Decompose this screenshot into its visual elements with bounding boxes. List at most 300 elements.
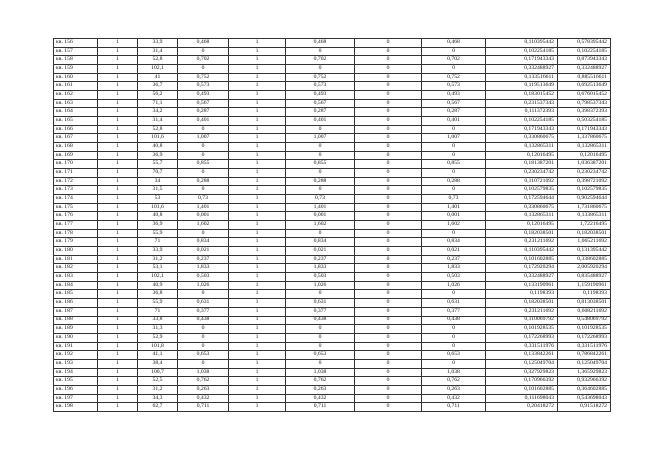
table-cell: 1 bbox=[229, 82, 286, 91]
table-cell: 1 bbox=[229, 177, 286, 186]
table-cell: 1 bbox=[229, 359, 286, 368]
table-cell: 1 bbox=[229, 247, 286, 256]
table-cell: 1 bbox=[98, 290, 138, 299]
table-cell: 0,503 bbox=[286, 273, 355, 282]
table-cell: 0,172268993 bbox=[486, 333, 558, 342]
table-row bbox=[54, 169, 611, 178]
table-cell: кв. 169 bbox=[54, 151, 98, 160]
table-cell: 0,702 bbox=[178, 56, 229, 65]
table-cell: 1,036387201 bbox=[558, 160, 611, 169]
table-cell: 0,432 bbox=[286, 394, 355, 403]
table-cell: 1 bbox=[229, 65, 286, 74]
table-cell: 0 bbox=[355, 195, 422, 204]
table-cell: кв. 180 bbox=[54, 247, 98, 256]
table-cell: 0 bbox=[355, 290, 422, 299]
table-cell: 0,133516611 bbox=[486, 73, 558, 82]
table-cell: 0,653 bbox=[178, 351, 229, 360]
table-cell: 1,833 bbox=[178, 264, 229, 273]
table-row bbox=[54, 65, 611, 74]
table-cell: 0 bbox=[355, 143, 422, 152]
table-cell: 1 bbox=[229, 99, 286, 108]
table-cell: 0,001 bbox=[286, 212, 355, 221]
table-cell: 0 bbox=[286, 186, 355, 195]
table-cell: 0,021 bbox=[286, 247, 355, 256]
table-cell: 0,503 bbox=[422, 273, 486, 282]
table-cell: 1 bbox=[98, 56, 138, 65]
table-cell: кв. 181 bbox=[54, 255, 98, 264]
table-cell: 0,132865311 bbox=[486, 212, 558, 221]
table-cell: кв. 171 bbox=[54, 169, 98, 178]
table-cell: 1 bbox=[98, 325, 138, 334]
table-cell: кв. 194 bbox=[54, 368, 98, 377]
table-row bbox=[54, 247, 611, 256]
table-cell: 1 bbox=[229, 281, 286, 290]
table-cell: 36,9 bbox=[138, 151, 178, 160]
table-cell: 0,132865311 bbox=[558, 143, 611, 152]
table-cell: 0,131395442 bbox=[558, 247, 611, 256]
table-cell: 1 bbox=[98, 264, 138, 273]
table-cell: 1,337860675 bbox=[558, 134, 611, 143]
table-cell: 0,578395442 bbox=[558, 39, 611, 48]
table-cell: 0,332488927 bbox=[486, 65, 558, 74]
table-cell: 0 bbox=[355, 56, 422, 65]
table-cell: 0 bbox=[355, 299, 422, 308]
table-cell: 1,833 bbox=[286, 264, 355, 273]
table-cell: 52,8 bbox=[138, 125, 178, 134]
table-row bbox=[54, 91, 611, 100]
table-row bbox=[54, 203, 611, 212]
table-cell: 1 bbox=[229, 368, 286, 377]
table-row bbox=[54, 368, 611, 377]
table-cell: 1 bbox=[229, 203, 286, 212]
table-cell: 31,5 bbox=[138, 186, 178, 195]
table-row bbox=[54, 299, 611, 308]
table-cell: 0 bbox=[422, 359, 486, 368]
table-row bbox=[54, 333, 611, 342]
table-cell: 40,8 bbox=[138, 143, 178, 152]
table-cell: 0 bbox=[355, 221, 422, 230]
table-cell: 0 bbox=[286, 359, 355, 368]
table-cell: 0 bbox=[355, 359, 422, 368]
table-cell: 0,377 bbox=[178, 307, 229, 316]
table-row bbox=[54, 117, 611, 126]
table-cell: 0,101602885 bbox=[486, 385, 558, 394]
table-cell: 0 bbox=[355, 247, 422, 256]
table-cell: 0 bbox=[355, 307, 422, 316]
table-cell: 0 bbox=[355, 134, 422, 143]
table-cell: 0 bbox=[355, 264, 422, 273]
table-cell: 0,133865311 bbox=[558, 212, 611, 221]
table-cell: кв. 184 bbox=[54, 281, 98, 290]
table-row bbox=[54, 255, 611, 264]
table-cell: 0 bbox=[422, 65, 486, 74]
table-row bbox=[54, 47, 611, 56]
table-cell: 0,711 bbox=[422, 403, 486, 412]
table-cell: 0,263 bbox=[286, 385, 355, 394]
table-cell: 0 bbox=[355, 108, 422, 117]
table-cell: 0,338602885 bbox=[558, 255, 611, 264]
table-cell: 1 bbox=[98, 333, 138, 342]
table-cell: 0,287 bbox=[178, 108, 229, 117]
table-cell: 1 bbox=[229, 325, 286, 334]
table-cell: 0,762 bbox=[286, 377, 355, 386]
table-cell: 0,834 bbox=[178, 238, 229, 247]
table-cell: 0,102254185 bbox=[558, 47, 611, 56]
table-cell: 0,401 bbox=[422, 117, 486, 126]
table-cell: 0,021 bbox=[178, 247, 229, 256]
table-cell: кв. 172 bbox=[54, 177, 98, 186]
table-cell: 1 bbox=[229, 342, 286, 351]
table-cell: 52,9 bbox=[138, 333, 178, 342]
table-cell: 0 bbox=[286, 143, 355, 152]
table-cell: 0 bbox=[286, 229, 355, 238]
table-cell: 1 bbox=[229, 238, 286, 247]
table-cell: 0 bbox=[355, 368, 422, 377]
table-cell: 0,398721092 bbox=[558, 177, 611, 186]
table-cell: 1 bbox=[98, 99, 138, 108]
table-cell: 1 bbox=[98, 151, 138, 160]
spreadsheet-page bbox=[53, 38, 610, 412]
table-cell: 55,9 bbox=[138, 229, 178, 238]
table-cell: 0,573 bbox=[178, 82, 229, 91]
table-cell: 0,237 bbox=[178, 255, 229, 264]
table-cell: 1,602 bbox=[422, 221, 486, 230]
table-cell: 1 bbox=[229, 160, 286, 169]
table-cell: кв. 178 bbox=[54, 229, 98, 238]
table-cell: 0,101928535 bbox=[558, 325, 611, 334]
table-cell: 55,7 bbox=[138, 160, 178, 169]
table-cell: 0,73 bbox=[178, 195, 229, 204]
table-cell: 1 bbox=[229, 264, 286, 273]
table-cell: 0,398372393 bbox=[558, 108, 611, 117]
table-cell: 0,288 bbox=[422, 177, 486, 186]
table-cell: 0,102579835 bbox=[558, 186, 611, 195]
table-cell: 0,263 bbox=[178, 385, 229, 394]
table-cell: 0,110721092 bbox=[486, 177, 558, 186]
table-cell: кв. 198 bbox=[54, 403, 98, 412]
table-cell: кв. 168 bbox=[54, 143, 98, 152]
table-cell: 0,110395442 bbox=[486, 39, 558, 48]
table-cell: 0,567 bbox=[178, 99, 229, 108]
table-cell: 0 bbox=[286, 342, 355, 351]
table-cell: 36,8 bbox=[138, 290, 178, 299]
table-cell: 0 bbox=[355, 316, 422, 325]
table-cell: 0,231537343 bbox=[486, 99, 558, 108]
table-cell: 0,548069792 bbox=[558, 316, 611, 325]
table-cell: 38,4 bbox=[138, 359, 178, 368]
table-cell: кв. 159 bbox=[54, 65, 98, 74]
table-cell: 0 bbox=[178, 143, 229, 152]
table-cell: 0 bbox=[355, 255, 422, 264]
table-cell: 101,6 bbox=[138, 134, 178, 143]
table-row bbox=[54, 351, 611, 360]
table-cell: 52,8 bbox=[138, 56, 178, 65]
table-cell: 0 bbox=[178, 359, 229, 368]
table-row bbox=[54, 316, 611, 325]
table-cell: 1 bbox=[229, 273, 286, 282]
table-row bbox=[54, 56, 611, 65]
table-cell: 1 bbox=[229, 134, 286, 143]
table-cell: 0 bbox=[286, 290, 355, 299]
table-cell: 0,183015452 bbox=[486, 91, 558, 100]
table-row bbox=[54, 325, 611, 334]
table-cell: 1 bbox=[229, 333, 286, 342]
table-cell: 1 bbox=[98, 47, 138, 56]
table-row bbox=[54, 195, 611, 204]
table-cell: 101,6 bbox=[138, 203, 178, 212]
table-cell: 0 bbox=[355, 238, 422, 247]
table-cell: 0,608211692 bbox=[558, 307, 611, 316]
table-cell: 1 bbox=[98, 195, 138, 204]
table-cell: кв. 175 bbox=[54, 203, 98, 212]
table-cell: 1,038 bbox=[286, 368, 355, 377]
table-cell: 1 bbox=[229, 221, 286, 230]
table-cell: кв. 182 bbox=[54, 264, 98, 273]
table-cell: 1,365929823 bbox=[558, 368, 611, 377]
table-cell: кв. 170 bbox=[54, 160, 98, 169]
table-cell: кв. 156 bbox=[54, 39, 98, 48]
table-cell: 1 bbox=[98, 82, 138, 91]
table-cell: 0 bbox=[422, 186, 486, 195]
table-row bbox=[54, 264, 611, 273]
table-cell: 1 bbox=[229, 212, 286, 221]
table-cell: 31,3 bbox=[138, 325, 178, 334]
table-cell: 0,855 bbox=[286, 160, 355, 169]
table-cell: 0,171943343 bbox=[486, 125, 558, 134]
table-cell: кв. 162 bbox=[54, 91, 98, 100]
table-cell: 71 bbox=[138, 238, 178, 247]
table-cell: 0,631 bbox=[178, 299, 229, 308]
table-cell: 0,021 bbox=[422, 247, 486, 256]
table-cell: 0,834 bbox=[286, 238, 355, 247]
table-cell: 0,102254185 bbox=[486, 47, 558, 56]
table-cell: 0 bbox=[355, 403, 422, 412]
table-cell: 0,438 bbox=[178, 316, 229, 325]
table-cell: 0,102254185 bbox=[486, 117, 558, 126]
table-cell: 1 bbox=[229, 403, 286, 412]
table-cell: 0 bbox=[355, 151, 422, 160]
table-cell: 0,902594644 bbox=[558, 195, 611, 204]
table-cell: 0 bbox=[355, 47, 422, 56]
table-cell: 0,567 bbox=[286, 99, 355, 108]
table-cell: кв. 189 bbox=[54, 325, 98, 334]
table-cell: 0,12016495 bbox=[486, 221, 558, 230]
table-cell: 1,731860675 bbox=[558, 203, 611, 212]
table-cell: кв. 193 bbox=[54, 359, 98, 368]
table-cell: 0 bbox=[355, 394, 422, 403]
table-cell: 0,331511976 bbox=[558, 342, 611, 351]
table-cell: кв. 192 bbox=[54, 351, 98, 360]
table-row bbox=[54, 307, 611, 316]
table-cell: 2,005920294 bbox=[558, 264, 611, 273]
table-cell: 1 bbox=[98, 255, 138, 264]
table-cell: 0 bbox=[355, 342, 422, 351]
table-cell: 1 bbox=[229, 73, 286, 82]
table-cell: 0,711 bbox=[178, 403, 229, 412]
table-cell: 0 bbox=[422, 333, 486, 342]
table-cell: 0,231211692 bbox=[486, 307, 558, 316]
table-cell: кв. 158 bbox=[54, 56, 98, 65]
table-cell: 1 bbox=[229, 143, 286, 152]
table-row bbox=[54, 143, 611, 152]
table-cell: 0 bbox=[355, 39, 422, 48]
table-cell: 0,125049704 bbox=[486, 359, 558, 368]
table-cell: 0,327929823 bbox=[486, 368, 558, 377]
table-cell: 31,2 bbox=[138, 255, 178, 264]
table-cell: 56,2 bbox=[138, 91, 178, 100]
table-cell: 0 bbox=[178, 151, 229, 160]
table-cell: 0 bbox=[355, 325, 422, 334]
table-cell: 1 bbox=[98, 394, 138, 403]
table-cell: 0 bbox=[355, 99, 422, 108]
table-cell: 0,676015452 bbox=[558, 91, 611, 100]
table-row bbox=[54, 186, 611, 195]
table-row bbox=[54, 385, 611, 394]
table-cell: 1 bbox=[229, 47, 286, 56]
table-row bbox=[54, 238, 611, 247]
table-cell: 0 bbox=[178, 342, 229, 351]
table-cell: 0,73 bbox=[286, 195, 355, 204]
table-cell: 0,111372393 bbox=[486, 108, 558, 117]
table-cell: 0 bbox=[355, 160, 422, 169]
table-cell: 0,171943343 bbox=[558, 125, 611, 134]
table-cell: 0 bbox=[422, 342, 486, 351]
table-cell: 0 bbox=[422, 143, 486, 152]
table-cell: 40,8 bbox=[138, 212, 178, 221]
table-cell: 0,468 bbox=[422, 39, 486, 48]
table-cell: 0,653 bbox=[422, 351, 486, 360]
table-cell: 0,493 bbox=[422, 91, 486, 100]
table-cell: 1 bbox=[98, 238, 138, 247]
table-cell: 1 bbox=[98, 212, 138, 221]
table-cell: 41,1 bbox=[138, 351, 178, 360]
table-cell: кв. 157 bbox=[54, 47, 98, 56]
table-cell: кв. 176 bbox=[54, 212, 98, 221]
table-row bbox=[54, 151, 611, 160]
table-row bbox=[54, 134, 611, 143]
table-cell: 0,573 bbox=[422, 82, 486, 91]
table-cell: 1 bbox=[229, 169, 286, 178]
table-cell: 0 bbox=[355, 377, 422, 386]
table-cell: 1 bbox=[98, 351, 138, 360]
table-cell: 0,401 bbox=[178, 117, 229, 126]
table-cell: кв. 190 bbox=[54, 333, 98, 342]
table-cell: 0,438 bbox=[286, 316, 355, 325]
table-cell: 1,602 bbox=[286, 221, 355, 230]
table-cell: 1 bbox=[98, 299, 138, 308]
table-cell: 0 bbox=[355, 351, 422, 360]
table-cell: 0,181387201 bbox=[486, 160, 558, 169]
table-cell: 31,2 bbox=[138, 385, 178, 394]
table-cell: 1,602 bbox=[178, 221, 229, 230]
table-cell: 0,133190961 bbox=[486, 281, 558, 290]
table-cell: 53 bbox=[138, 195, 178, 204]
table-cell: 0 bbox=[355, 273, 422, 282]
table-cell: 1 bbox=[229, 351, 286, 360]
table-cell: 1 bbox=[98, 368, 138, 377]
table-cell: 1 bbox=[98, 169, 138, 178]
table-cell: 0,834 bbox=[422, 238, 486, 247]
table-row bbox=[54, 229, 611, 238]
table-cell: 1,159190961 bbox=[558, 281, 611, 290]
table-cell: 0 bbox=[355, 333, 422, 342]
table-row bbox=[54, 394, 611, 403]
table-cell: 31,4 bbox=[138, 117, 178, 126]
table-cell: 0,762 bbox=[178, 377, 229, 386]
table-cell: 0,12016495 bbox=[558, 151, 611, 160]
table-row bbox=[54, 403, 611, 412]
table-cell: 0,702 bbox=[286, 56, 355, 65]
table-row bbox=[54, 221, 611, 230]
table-cell: кв. 191 bbox=[54, 342, 98, 351]
table-cell: 0,835488927 bbox=[558, 273, 611, 282]
table-cell: 0,873943343 bbox=[558, 56, 611, 65]
table-cell: 0,172594644 bbox=[486, 195, 558, 204]
table-cell: 0,692513649 bbox=[558, 82, 611, 91]
table-cell: 1 bbox=[98, 342, 138, 351]
table-cell: 0,110069792 bbox=[486, 316, 558, 325]
table-cell: 33,9 bbox=[138, 39, 178, 48]
table-cell: 0 bbox=[286, 169, 355, 178]
table-cell: 33,9 bbox=[138, 247, 178, 256]
table-cell: 1 bbox=[229, 56, 286, 65]
table-cell: 0,631 bbox=[286, 299, 355, 308]
table-cell: кв. 161 bbox=[54, 82, 98, 91]
table-cell: 0,101928535 bbox=[486, 325, 558, 334]
table-cell: 0,111698043 bbox=[486, 394, 558, 403]
table-cell: 0,503254185 bbox=[558, 117, 611, 126]
table-cell: 0,438 bbox=[422, 316, 486, 325]
table-cell: 0 bbox=[286, 47, 355, 56]
table-cell: 0,132865311 bbox=[486, 143, 558, 152]
table-row bbox=[54, 39, 611, 48]
table-cell: 1 bbox=[229, 255, 286, 264]
table-cell: 1 bbox=[229, 394, 286, 403]
table-cell: 0,631 bbox=[422, 299, 486, 308]
table-cell: 1 bbox=[98, 203, 138, 212]
table-cell: 1 bbox=[98, 359, 138, 368]
table-cell: 1 bbox=[229, 108, 286, 117]
table-cell: 1 bbox=[229, 377, 286, 386]
table-cell: 0,171943343 bbox=[486, 56, 558, 65]
table-cell: 0,91518272 bbox=[558, 403, 611, 412]
table-cell: 0,230234742 bbox=[558, 169, 611, 178]
table-cell: 1 bbox=[98, 117, 138, 126]
table-row bbox=[54, 82, 611, 91]
table-cell: 0,110395442 bbox=[486, 247, 558, 256]
table-cell: 0,101602885 bbox=[486, 255, 558, 264]
table-cell: 0,119513649 bbox=[486, 82, 558, 91]
table-row bbox=[54, 273, 611, 282]
table-cell: 1 bbox=[98, 221, 138, 230]
table-cell: 34,2 bbox=[138, 108, 178, 117]
table-cell: кв. 185 bbox=[54, 290, 98, 299]
table-cell: 0 bbox=[286, 325, 355, 334]
table-row bbox=[54, 290, 611, 299]
table-cell: 36,9 bbox=[138, 221, 178, 230]
table-cell: 0 bbox=[355, 281, 422, 290]
table-cell: 0,401 bbox=[286, 117, 355, 126]
table-cell: 34 bbox=[138, 177, 178, 186]
table-cell: 0 bbox=[355, 203, 422, 212]
table-cell: 1,401 bbox=[286, 203, 355, 212]
table-cell: 1 bbox=[229, 307, 286, 316]
table-cell: 0,377 bbox=[422, 307, 486, 316]
table-cell: 71 bbox=[138, 307, 178, 316]
table-cell: 0,653 bbox=[286, 351, 355, 360]
table-body bbox=[54, 39, 611, 412]
table-cell: 1 bbox=[98, 186, 138, 195]
